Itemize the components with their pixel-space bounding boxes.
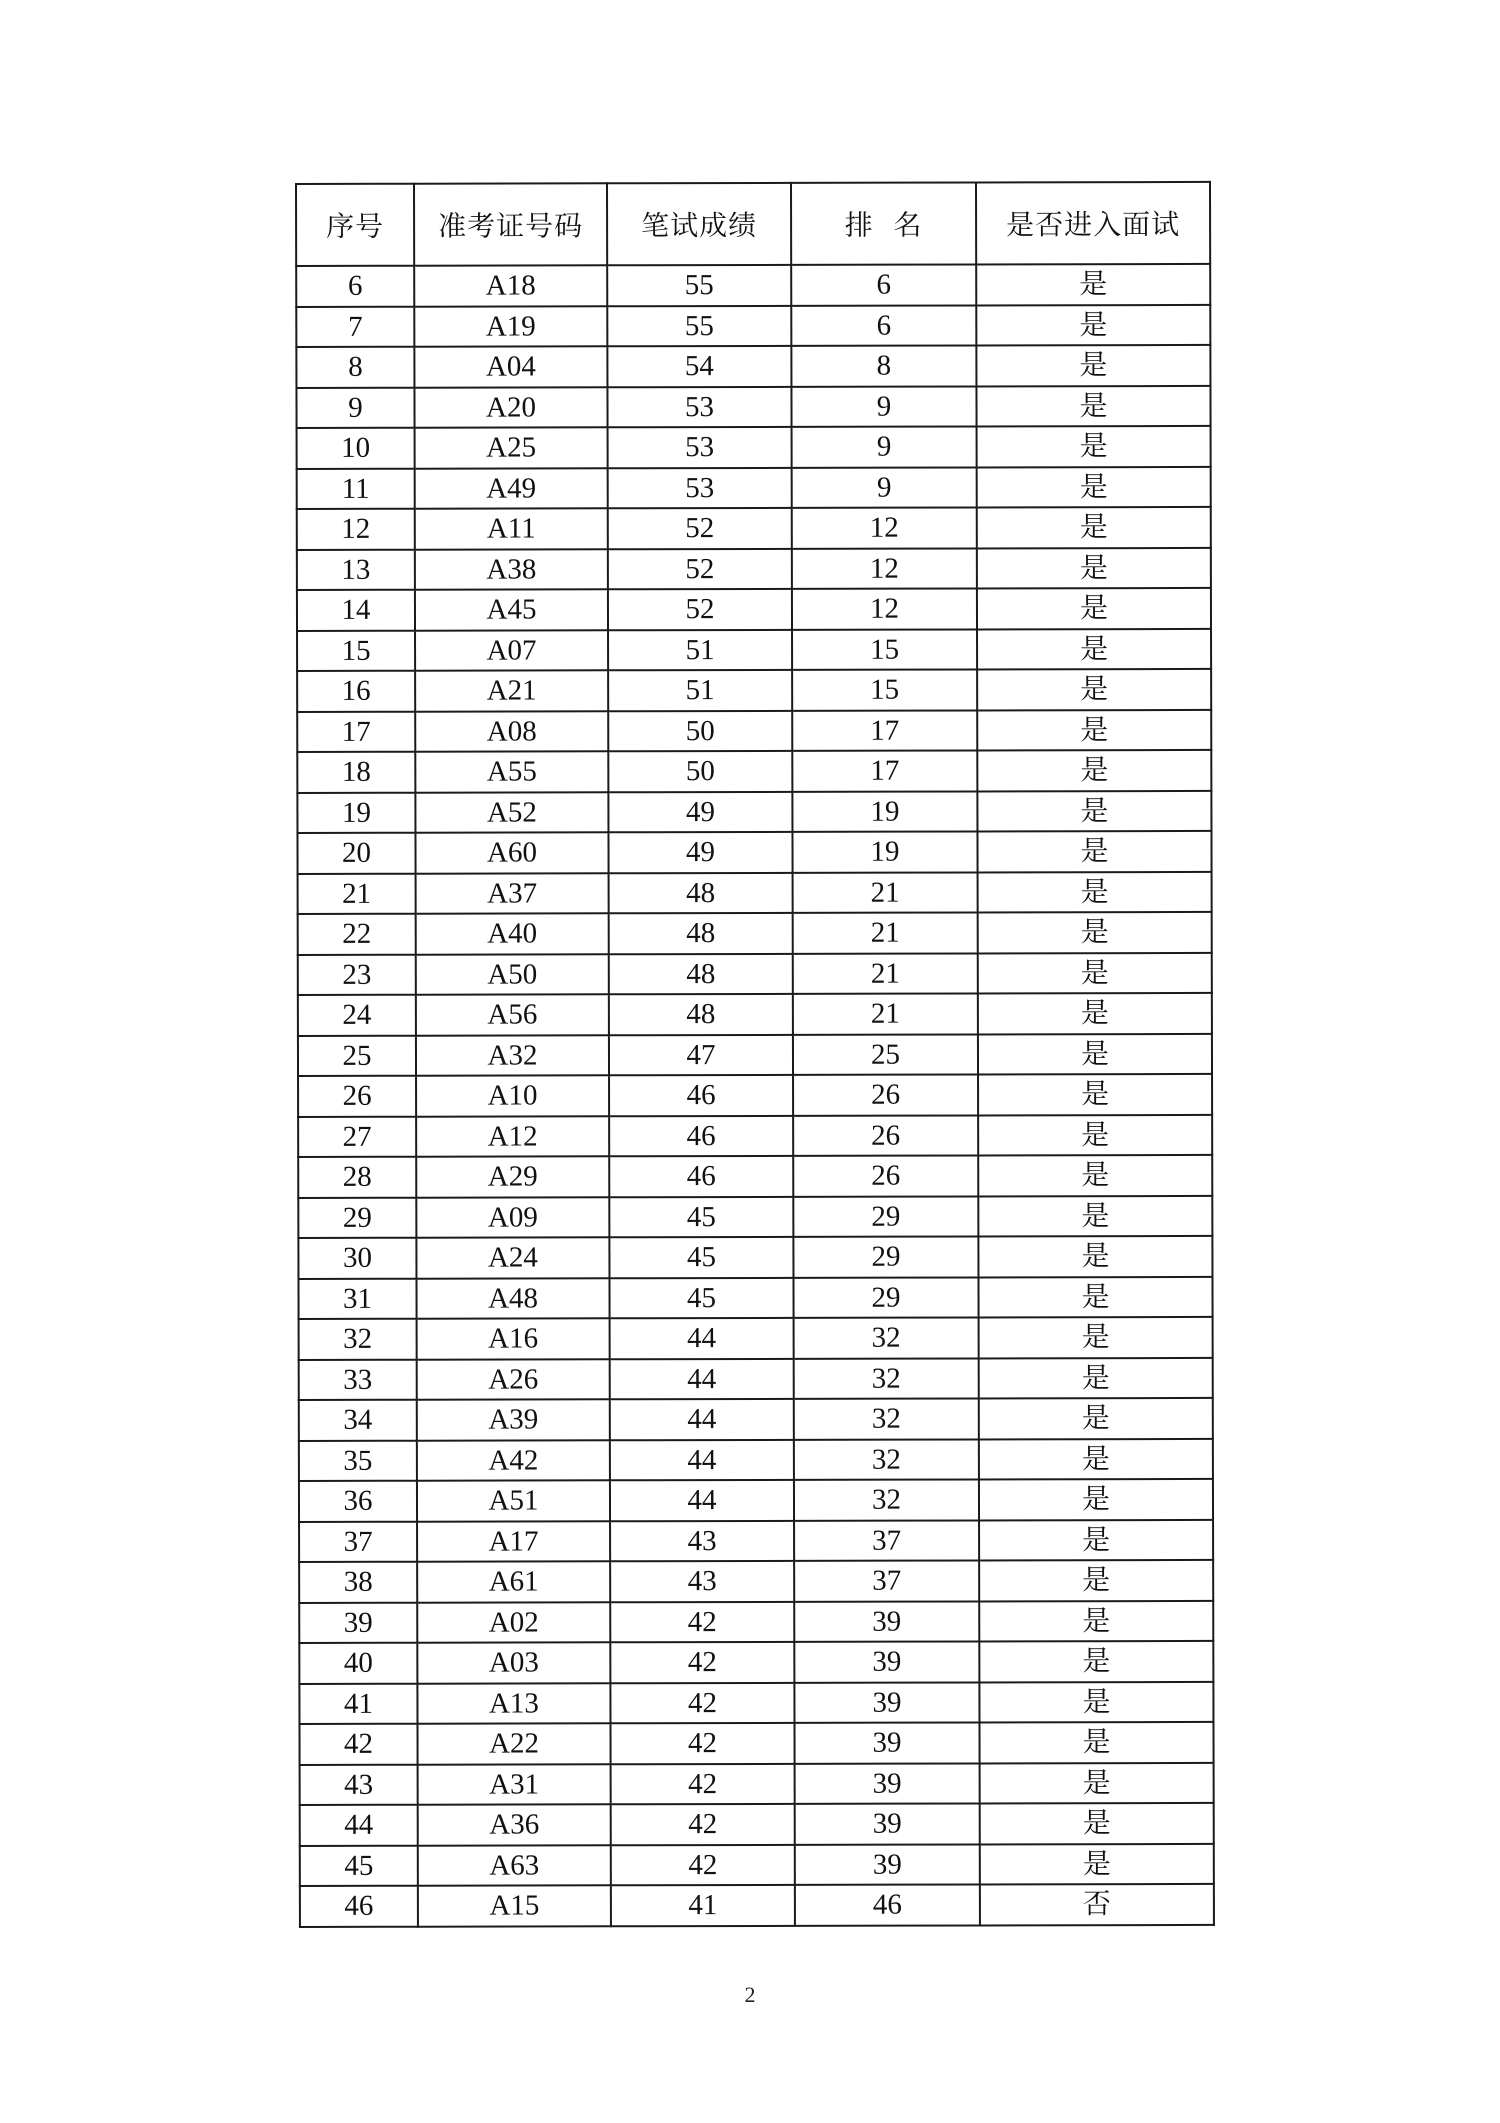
exam-ticket-cell: A38 (415, 549, 608, 590)
written-score-cell: 45 (609, 1196, 793, 1237)
rank-cell: 39 (795, 1803, 980, 1844)
interview-status-cell: 是 (980, 1803, 1214, 1844)
interview-status-cell: 是 (976, 304, 1210, 345)
table-row (298, 1155, 1212, 1198)
written-score-cell: 42 (611, 1763, 795, 1804)
rank-cell: 21 (793, 953, 978, 994)
written-score-cell: 48 (609, 913, 793, 954)
interview-status-cell: 是 (978, 952, 1212, 993)
rank-cell: 8 (791, 345, 976, 386)
written-score-cell: 53 (608, 427, 792, 468)
serial-number-cell: 36 (299, 1481, 417, 1522)
rank-cell: 39 (794, 1641, 979, 1682)
serial-number-cell: 38 (299, 1562, 417, 1603)
serial-number-cell: 18 (297, 752, 415, 793)
interview-status-cell: 是 (979, 1479, 1213, 1520)
rank-cell: 17 (792, 710, 977, 751)
serial-number-cell: 8 (296, 347, 414, 388)
exam-ticket-cell: A40 (416, 913, 609, 954)
table-row (299, 1398, 1213, 1441)
table-row (300, 1884, 1214, 1927)
interview-status-cell: 是 (976, 385, 1210, 426)
serial-number-cell: 13 (297, 549, 415, 590)
serial-number-cell: 17 (297, 711, 415, 752)
written-score-cell: 42 (610, 1601, 794, 1642)
interview-status-cell: 是 (977, 750, 1211, 791)
written-score-cell: 46 (609, 1156, 793, 1197)
written-score-cell: 53 (607, 386, 791, 427)
exam-ticket-cell: A50 (416, 954, 609, 995)
written-score-cell: 45 (609, 1237, 793, 1278)
serial-number-cell: 44 (300, 1805, 418, 1846)
rank-cell: 39 (795, 1763, 980, 1804)
table-header-row (296, 182, 1210, 266)
interview-status-cell: 是 (980, 1762, 1214, 1803)
table-row (298, 912, 1212, 955)
serial-number-cell: 43 (300, 1764, 418, 1805)
exam-ticket-cell: A37 (416, 873, 609, 914)
written-score-cell: 46 (609, 1115, 793, 1156)
serial-number-cell: 11 (297, 468, 415, 509)
exam-ticket-cell: A55 (415, 751, 608, 792)
page-number: 2 (744, 1982, 756, 2007)
interview-status-cell: 是 (978, 912, 1212, 953)
rank-cell: 9 (792, 467, 977, 508)
written-score-cell: 46 (609, 1075, 793, 1116)
written-score-cell: 55 (607, 305, 791, 346)
interview-status-cell: 是 (979, 1560, 1213, 1601)
written-score-cell: 54 (607, 346, 791, 387)
interview-status-cell: 是 (979, 1641, 1213, 1682)
rank-cell: 26 (793, 1074, 978, 1115)
rank-cell: 39 (795, 1844, 980, 1885)
interview-status-cell: 是 (979, 1398, 1213, 1439)
exam-ticket-cell: A10 (416, 1075, 609, 1116)
interview-status-cell: 是 (978, 1114, 1212, 1155)
table-row (298, 1236, 1212, 1279)
exam-ticket-cell: A32 (416, 1035, 609, 1076)
table-row (299, 1357, 1213, 1400)
written-score-cell: 48 (609, 994, 793, 1035)
table-row (298, 1114, 1212, 1157)
table-row (297, 628, 1211, 671)
interview-status-cell: 是 (979, 1519, 1213, 1560)
table-row (299, 1641, 1213, 1684)
interview-status-cell: 是 (978, 1155, 1212, 1196)
table-row (297, 750, 1211, 793)
table-row (299, 1681, 1213, 1724)
exam-ticket-cell: A20 (414, 387, 607, 428)
table-row (299, 1479, 1213, 1522)
exam-ticket-cell: A26 (417, 1359, 610, 1400)
exam-ticket-cell: A52 (415, 792, 608, 833)
interview-status-cell: 是 (978, 1195, 1212, 1236)
serial-number-cell: 10 (297, 428, 415, 469)
rank-cell: 32 (794, 1439, 979, 1480)
interview-status-cell: 是 (976, 345, 1210, 386)
rank-cell: 15 (792, 669, 977, 710)
table-row (299, 1317, 1213, 1360)
interview-status-cell: 是 (978, 1276, 1212, 1317)
rank-cell: 26 (793, 1155, 978, 1196)
interview-status-cell: 是 (980, 1843, 1214, 1884)
rank-cell: 39 (794, 1601, 979, 1642)
exam-ticket-cell: A09 (416, 1197, 609, 1238)
serial-number-cell: 7 (296, 306, 414, 347)
interview-status-cell: 是 (979, 1722, 1213, 1763)
exam-ticket-cell: A24 (416, 1237, 609, 1278)
rank-cell: 9 (791, 386, 976, 427)
interview-status-cell: 是 (977, 831, 1211, 872)
interview-status-cell: 是 (977, 588, 1211, 629)
rank-cell: 26 (793, 1115, 978, 1156)
written-score-cell: 52 (608, 589, 792, 630)
exam-ticket-cell: A63 (418, 1845, 611, 1886)
rank-cell: 21 (793, 872, 978, 913)
exam-ticket-cell: A19 (414, 306, 607, 347)
written-score-cell: 49 (608, 832, 792, 873)
written-score-cell: 49 (608, 791, 792, 832)
table-row (296, 345, 1210, 388)
serial-number-cell: 37 (299, 1521, 417, 1562)
serial-number-cell: 19 (297, 792, 415, 833)
rank-cell: 32 (794, 1317, 979, 1358)
table-row (297, 790, 1211, 833)
written-score-cell: 41 (611, 1885, 795, 1926)
serial-number-cell: 27 (298, 1116, 416, 1157)
table-row (298, 1195, 1212, 1238)
rank-cell: 29 (793, 1236, 978, 1277)
rank-cell: 32 (794, 1358, 979, 1399)
table-row (297, 669, 1211, 712)
exam-ticket-cell: A11 (415, 508, 608, 549)
rank-cell: 32 (794, 1398, 979, 1439)
serial-number-cell: 42 (299, 1724, 417, 1765)
interview-status-cell: 是 (977, 669, 1211, 710)
serial-number-cell: 35 (299, 1440, 417, 1481)
table-row (299, 1722, 1213, 1765)
written-score-cell: 48 (609, 872, 793, 913)
rank-cell: 37 (794, 1560, 979, 1601)
serial-number-cell: 25 (298, 1035, 416, 1076)
exam-ticket-cell: A07 (415, 630, 608, 671)
written-score-cell: 51 (608, 629, 792, 670)
written-score-cell: 55 (607, 265, 791, 306)
rank-cell: 37 (794, 1520, 979, 1561)
interview-status-cell: 是 (977, 709, 1211, 750)
serial-number-cell: 45 (300, 1845, 418, 1886)
exam-ticket-cell: A31 (418, 1764, 611, 1805)
serial-number-cell: 28 (298, 1157, 416, 1198)
exam-ticket-cell: A08 (415, 711, 608, 752)
table-body (296, 264, 1214, 1927)
serial-number-cell: 12 (297, 509, 415, 550)
exam-ticket-cell: A60 (415, 832, 608, 873)
serial-number-cell: 30 (298, 1238, 416, 1279)
interview-status-cell: 是 (979, 1357, 1213, 1398)
exam-ticket-cell: A48 (416, 1278, 609, 1319)
interview-status-cell: 是 (978, 1033, 1212, 1074)
rank-cell: 6 (791, 264, 976, 305)
table-row (299, 1600, 1213, 1643)
rank-cell: 15 (792, 629, 977, 670)
table-row (298, 1033, 1212, 1076)
written-score-cell: 43 (610, 1520, 794, 1561)
written-score-cell: 50 (608, 751, 792, 792)
table-row (297, 831, 1211, 874)
exam-ticket-cell: A13 (417, 1683, 610, 1724)
table-row (297, 709, 1211, 752)
interview-status-cell: 是 (978, 1236, 1212, 1277)
serial-number-cell: 15 (297, 630, 415, 671)
interview-status-cell: 否 (980, 1884, 1214, 1925)
serial-number-cell: 46 (300, 1886, 418, 1927)
rank-cell: 39 (794, 1722, 979, 1763)
written-score-cell: 50 (608, 710, 792, 751)
written-score-cell: 52 (608, 548, 792, 589)
written-score-cell: 42 (610, 1642, 794, 1683)
table-row (300, 1762, 1214, 1805)
interview-status-cell: 是 (978, 1074, 1212, 1115)
rank-cell: 9 (792, 426, 977, 467)
exam-ticket-cell: A15 (418, 1885, 611, 1926)
written-score-cell: 44 (610, 1358, 794, 1399)
serial-number-cell: 39 (299, 1602, 417, 1643)
written-score-cell: 53 (608, 467, 792, 508)
interview-status-cell: 是 (977, 466, 1211, 507)
exam-ticket-cell: A61 (417, 1561, 610, 1602)
exam-ticket-cell: A16 (417, 1318, 610, 1359)
rank-cell: 12 (792, 548, 977, 589)
serial-number-cell: 34 (299, 1400, 417, 1441)
rank-cell: 19 (792, 831, 977, 872)
rank-cell: 6 (791, 305, 976, 346)
header-exam-ticket-number: 准考证号码 (414, 183, 607, 265)
table-row (297, 588, 1211, 631)
rank-cell: 12 (792, 507, 977, 548)
serial-number-cell: 31 (298, 1278, 416, 1319)
table-row (297, 426, 1211, 469)
serial-number-cell: 32 (299, 1319, 417, 1360)
table-row (299, 1438, 1213, 1481)
exam-ticket-cell: A42 (417, 1440, 610, 1481)
exam-ticket-cell: A02 (417, 1602, 610, 1643)
table-row (298, 1074, 1212, 1117)
written-score-cell: 44 (610, 1439, 794, 1480)
interview-status-cell: 是 (977, 507, 1211, 548)
interview-status-cell: 是 (977, 790, 1211, 831)
interview-status-cell: 是 (977, 547, 1211, 588)
serial-number-cell: 22 (298, 914, 416, 955)
written-score-cell: 44 (610, 1480, 794, 1521)
table-row (297, 507, 1211, 550)
table-row (299, 1519, 1213, 1562)
rank-cell: 32 (794, 1479, 979, 1520)
interview-status-cell: 是 (978, 993, 1212, 1034)
header-serial-number: 序号 (296, 184, 414, 266)
table-row (298, 952, 1212, 995)
table-row (297, 547, 1211, 590)
rank-cell: 39 (794, 1682, 979, 1723)
written-score-cell: 45 (609, 1277, 793, 1318)
rank-cell: 21 (793, 912, 978, 953)
interview-status-cell: 是 (976, 264, 1210, 305)
written-score-cell: 42 (611, 1844, 795, 1885)
interview-status-cell: 是 (979, 1317, 1213, 1358)
written-score-cell: 42 (610, 1682, 794, 1723)
exam-ticket-cell: A03 (417, 1642, 610, 1683)
rank-cell: 29 (793, 1196, 978, 1237)
rank-cell: 21 (793, 993, 978, 1034)
written-score-cell: 42 (610, 1723, 794, 1764)
written-score-cell: 48 (609, 953, 793, 994)
table-row (299, 1560, 1213, 1603)
exam-ticket-cell: A04 (414, 346, 607, 387)
interview-status-cell: 是 (979, 1600, 1213, 1641)
exam-ticket-cell: A51 (417, 1480, 610, 1521)
serial-number-cell: 21 (298, 873, 416, 914)
serial-number-cell: 23 (298, 954, 416, 995)
interview-status-cell: 是 (979, 1681, 1213, 1722)
serial-number-cell: 41 (299, 1683, 417, 1724)
table-row (296, 385, 1210, 428)
rank-cell: 17 (792, 750, 977, 791)
exam-ticket-cell: A12 (416, 1116, 609, 1157)
results-table (295, 181, 1215, 1928)
rank-cell: 19 (792, 791, 977, 832)
written-score-cell: 44 (610, 1399, 794, 1440)
exam-ticket-cell: A36 (418, 1804, 611, 1845)
exam-ticket-cell: A21 (415, 670, 608, 711)
written-score-cell: 44 (610, 1318, 794, 1359)
interview-status-cell: 是 (977, 628, 1211, 669)
serial-number-cell: 14 (297, 590, 415, 631)
serial-number-cell: 33 (299, 1359, 417, 1400)
serial-number-cell: 6 (296, 266, 414, 307)
rank-cell: 12 (792, 588, 977, 629)
written-score-cell: 52 (608, 508, 792, 549)
exam-ticket-cell: A39 (417, 1399, 610, 1440)
serial-number-cell: 20 (297, 833, 415, 874)
exam-ticket-cell: A22 (417, 1723, 610, 1764)
interview-status-cell: 是 (977, 426, 1211, 467)
header-written-score: 笔试成绩 (607, 183, 791, 265)
written-score-cell: 42 (611, 1804, 795, 1845)
serial-number-cell: 26 (298, 1076, 416, 1117)
table-row (298, 1276, 1212, 1319)
serial-number-cell: 24 (298, 995, 416, 1036)
header-rank: 排 名 (791, 182, 976, 264)
header-interview-eligibility: 是否进入面试 (976, 182, 1210, 265)
written-score-cell: 43 (610, 1561, 794, 1602)
exam-ticket-cell: A49 (415, 468, 608, 509)
table-row (300, 1843, 1214, 1886)
interview-status-cell: 是 (979, 1438, 1213, 1479)
rank-cell: 25 (793, 1034, 978, 1075)
serial-number-cell: 9 (296, 387, 414, 428)
exam-ticket-cell: A18 (414, 265, 607, 306)
exam-ticket-cell: A17 (417, 1521, 610, 1562)
table-row (296, 304, 1210, 347)
exam-ticket-cell: A29 (416, 1156, 609, 1197)
exam-ticket-cell: A25 (415, 427, 608, 468)
table-row (296, 264, 1210, 307)
serial-number-cell: 40 (299, 1643, 417, 1684)
serial-number-cell: 29 (298, 1197, 416, 1238)
exam-ticket-cell: A56 (416, 994, 609, 1035)
table-row (297, 466, 1211, 509)
written-score-cell: 47 (609, 1034, 793, 1075)
serial-number-cell: 16 (297, 671, 415, 712)
table-row (298, 871, 1212, 914)
table-row (300, 1803, 1214, 1846)
table-row (298, 993, 1212, 1036)
rank-cell: 46 (795, 1884, 980, 1925)
interview-status-cell: 是 (978, 871, 1212, 912)
rank-cell: 29 (793, 1277, 978, 1318)
written-score-cell: 51 (608, 670, 792, 711)
exam-ticket-cell: A45 (415, 589, 608, 630)
